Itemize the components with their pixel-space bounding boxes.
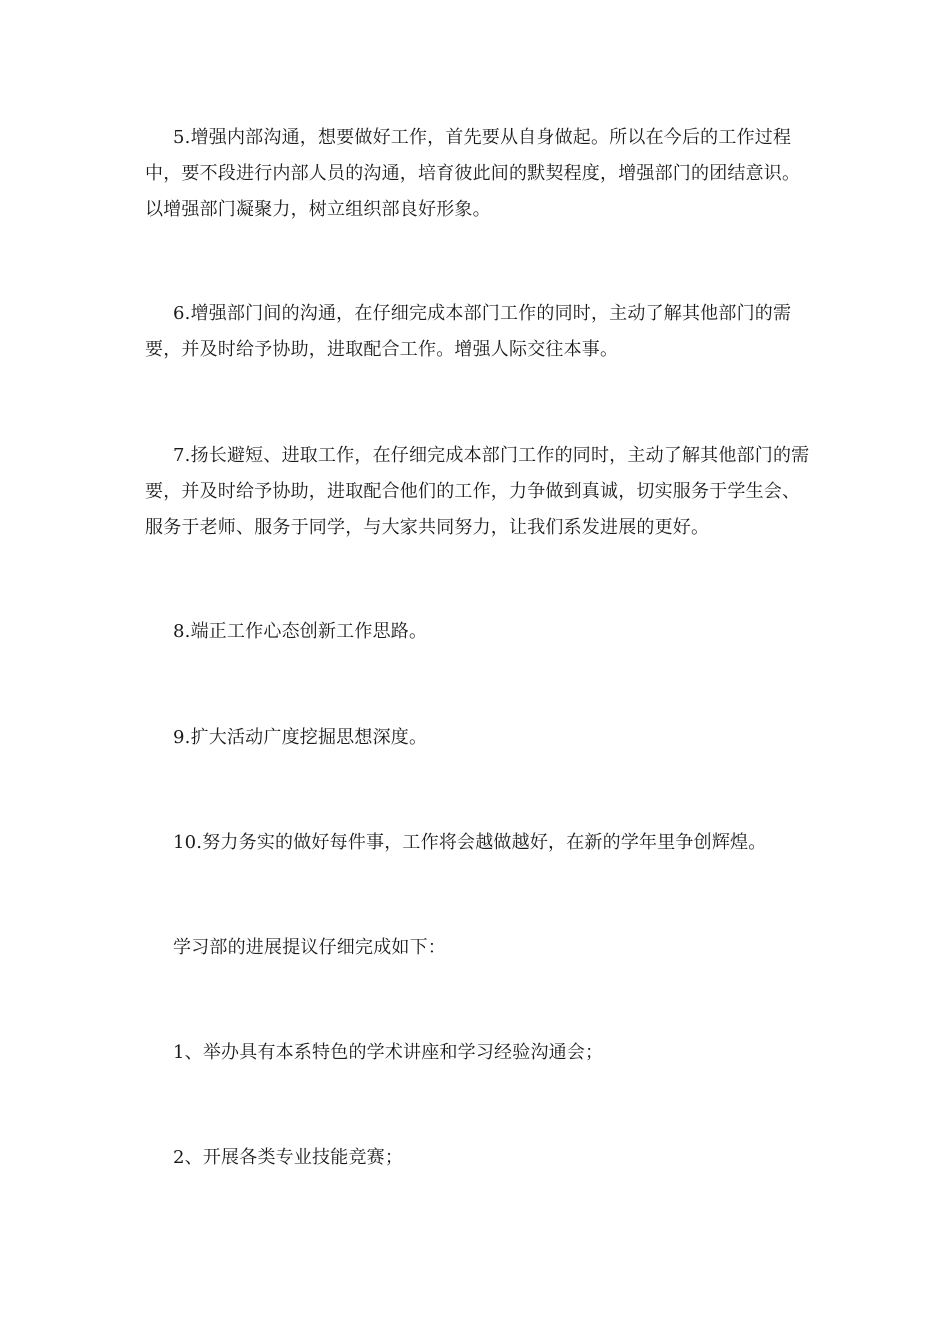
paragraph-item-8: 8.端正工作心态创新工作思路。 [173, 621, 428, 642]
section-intro-text: 学习部的进展提议仔细完成如下： [173, 937, 446, 958]
paragraph-item-6: 6.增强部门间的沟通，在仔细完成本部门工作的同时，主动了解其他部门的需要，并及时给予协助，进取配合工作。增强人际交往本事。 [145, 303, 792, 360]
paragraph-item-5: 5.增强内部沟通，想要做好工作，首先要从自身做起。所以在今后的工作过程中，要不段进行内部人员的沟通，培育彼此间的默契程度，增强部门的团结意识。以增强部门凝聚力，树立组织部良好形象。 [145, 127, 801, 220]
paragraph-item-9: 9.扩大活动广度挖掘思想深度。 [173, 727, 428, 748]
list-item-1: 1、举办具有本系特色的学术讲座和学习经验沟通会； [173, 1042, 604, 1063]
list-item-2: 2、开展各类专业技能竞赛； [173, 1147, 404, 1168]
paragraph-item-10: 10.努力务实的做好每件事，工作将会越做越好，在新的学年里争创辉煌。 [173, 832, 767, 853]
paragraph-item-7: 7.扬长避短、进取工作，在仔细完成本部门工作的同时，主动了解其他部门的需要，并及时给予协助，进取配合他们的工作，力争做到真诚，切实服务于学生会、服务于老师、服务于同学，与大家共同努力，让我们系发进展的更好。 [145, 445, 810, 538]
